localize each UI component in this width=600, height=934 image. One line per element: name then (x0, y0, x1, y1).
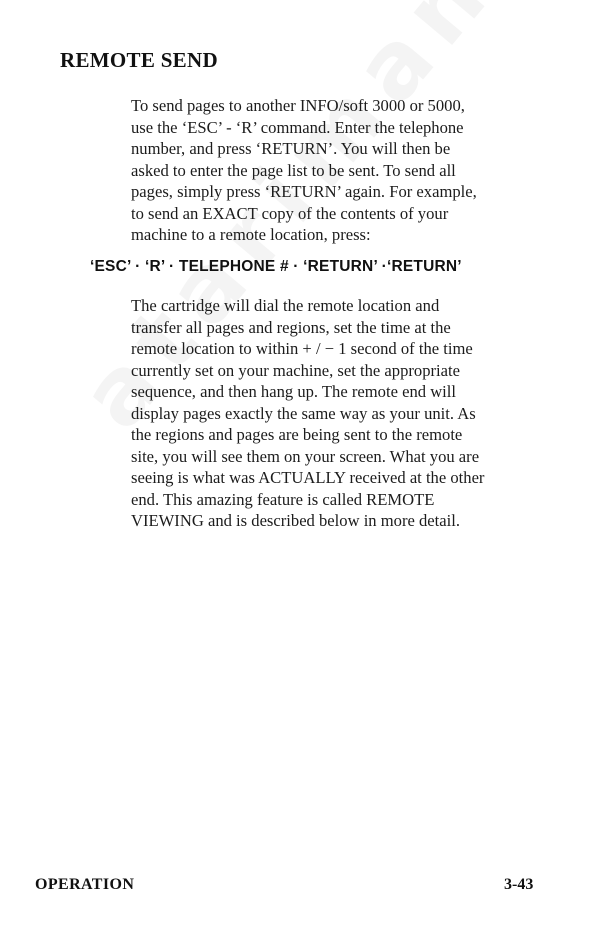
paragraph-line: the regions and pages are being sent to the remote (131, 425, 463, 444)
paragraph-line: remote location to within + / − 1 second of the time (131, 339, 473, 358)
paragraph-intro (131, 95, 531, 246)
paragraph-line: VIEWING and is described below in more detail. (131, 511, 461, 530)
footer-page-number: 3-43 (504, 876, 534, 893)
paragraph-description (131, 295, 531, 532)
key-command-sequence: ‘ESC’ · ‘R’ · TELEPHONE # · ‘RETURN’ ·‘RETURN’ (90, 258, 462, 275)
section-title: REMOTE SEND (60, 48, 218, 72)
paragraph-line: machine to a remote location, press: (131, 225, 371, 244)
paragraph-line: seeing is what was ACTUALLY received at the other (131, 468, 485, 487)
paragraph-line: sequence, and then hang up. The remote end will (131, 382, 457, 401)
paragraph-line: site, you will see them on your screen. What you are (131, 446, 480, 466)
paragraph-line: pages, simply press ‘RETURN’ again. For example, (131, 182, 477, 201)
paragraph-line: transfer all pages and regions, set the time at the (131, 317, 451, 337)
paragraph-line: number, and press ‘RETURN’. You will then be (131, 139, 451, 158)
paragraph-line: end. This amazing feature is called REMOTE (131, 489, 435, 509)
paragraph-line: The cartridge will dial the remote location and (131, 296, 440, 315)
paragraph-line: to send an EXACT copy of the contents of your (131, 203, 449, 223)
paragraph-line: display pages exactly the same way as your unit. As (131, 403, 476, 423)
paragraph-line: use the ‘ESC’ - ‘R’ command. Enter the telephone (131, 117, 464, 137)
paragraph-line: currently set on your machine, set the appropriate (131, 360, 460, 380)
paragraph-line: asked to enter the page list to be sent. To send all (131, 160, 456, 180)
paragraph-line: To send pages to another INFO/soft 3000 or 5000, (131, 96, 465, 115)
footer-section-label: OPERATION (35, 876, 135, 893)
